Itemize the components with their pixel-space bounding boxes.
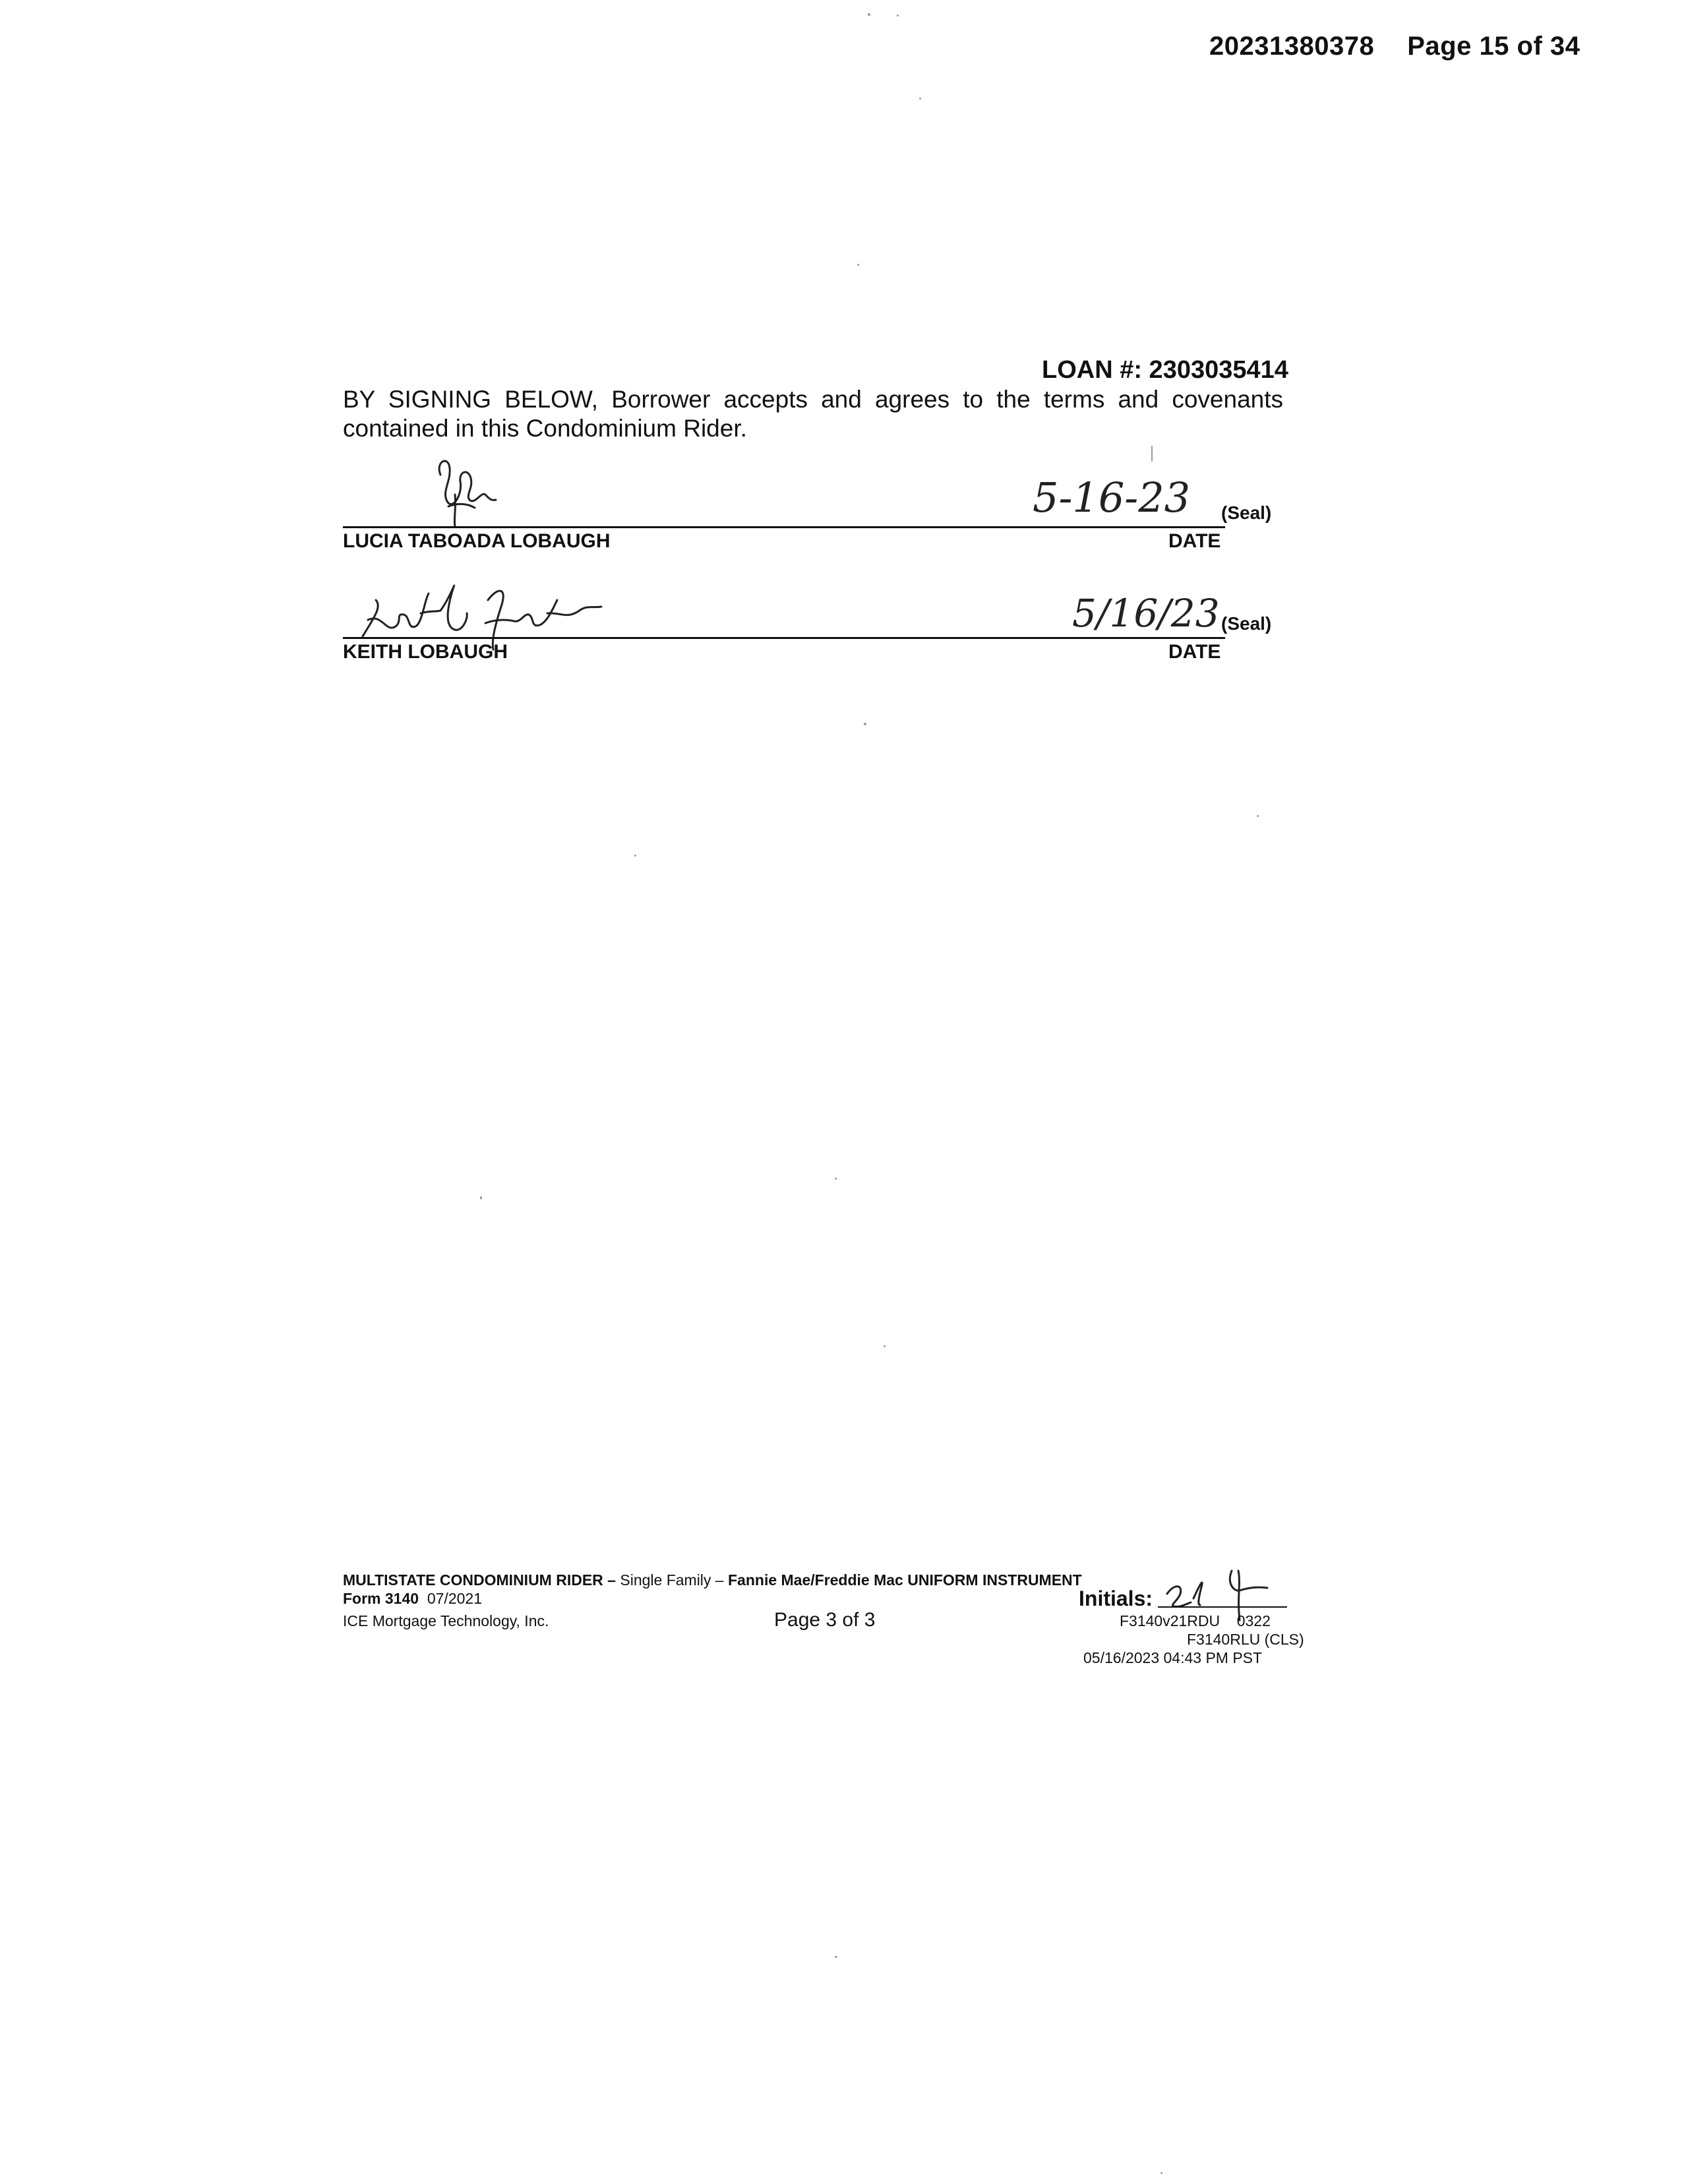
scan-speck xyxy=(857,264,859,266)
footer-code-1a: F3140v21RDU xyxy=(1120,1612,1221,1629)
footer-title xyxy=(343,1571,1082,1589)
footer-title-bold: MULTISTATE CONDOMINIUM RIDER – xyxy=(343,1571,616,1589)
handwritten-date-1: 5-16-23 xyxy=(1033,473,1191,522)
footer-code-1 xyxy=(1120,1612,1271,1630)
footer-timestamp: 05/16/2023 04:43 PM PST xyxy=(1083,1649,1263,1666)
signing-statement: BY SIGNING BELOW, Borrower accepts and agrees to the terms and covenants contained in this Condominium Rider. xyxy=(343,386,1283,442)
signer-name-1: LUCIA TABOADA LOBAUGH xyxy=(343,530,611,552)
signer-name-2: KEITH LOBAUGH xyxy=(343,641,508,663)
footer-title-bold2: Fannie Mae/Freddie Mac UNIFORM INSTRUMENT xyxy=(723,1571,1082,1589)
footer-page-of: Page 3 of 3 xyxy=(774,1609,876,1631)
scan-speck xyxy=(868,13,870,16)
loan-number: LOAN #: 2303035414 xyxy=(1042,356,1288,384)
footer-form-number: Form 3140 xyxy=(343,1590,419,1607)
footer-title-plain: Single Family – xyxy=(615,1571,724,1589)
signature-line-1 xyxy=(343,526,1225,528)
signature-lucia xyxy=(422,455,541,528)
scan-speck xyxy=(1257,815,1259,817)
scan-speck xyxy=(1160,2172,1162,2174)
scan-speck xyxy=(897,15,899,16)
signature-line-2 xyxy=(343,637,1225,639)
initials-line xyxy=(1158,1606,1287,1608)
seal-label-1: (Seal) xyxy=(1221,502,1272,523)
date-label-1: DATE xyxy=(1168,530,1221,552)
date-label-2: DATE xyxy=(1168,641,1221,663)
recording-header xyxy=(1209,32,1580,61)
scan-speck xyxy=(835,1956,837,1958)
scan-speck xyxy=(480,1196,482,1199)
handwritten-date-2: 5/16/23 xyxy=(1072,591,1220,636)
footer-company: ICE Mortgage Technology, Inc. xyxy=(343,1612,549,1629)
scan-speck xyxy=(1151,446,1153,462)
scan-speck xyxy=(884,1345,886,1347)
scan-speck xyxy=(864,723,866,725)
scan-speck xyxy=(634,855,636,857)
document-number: 20231380378 xyxy=(1209,32,1375,61)
page-label: Page 15 of 34 xyxy=(1407,32,1581,61)
footer-form xyxy=(343,1589,482,1608)
footer-code-1b: 0322 xyxy=(1236,1612,1271,1629)
footer-code-2: F3140RLU (CLS) xyxy=(1187,1631,1304,1648)
seal-label-2: (Seal) xyxy=(1221,613,1272,634)
scan-speck xyxy=(835,1178,837,1180)
footer-form-date: 07/2021 xyxy=(427,1590,482,1607)
scan-speck xyxy=(919,98,921,100)
initials-label: Initials: xyxy=(1079,1587,1153,1610)
